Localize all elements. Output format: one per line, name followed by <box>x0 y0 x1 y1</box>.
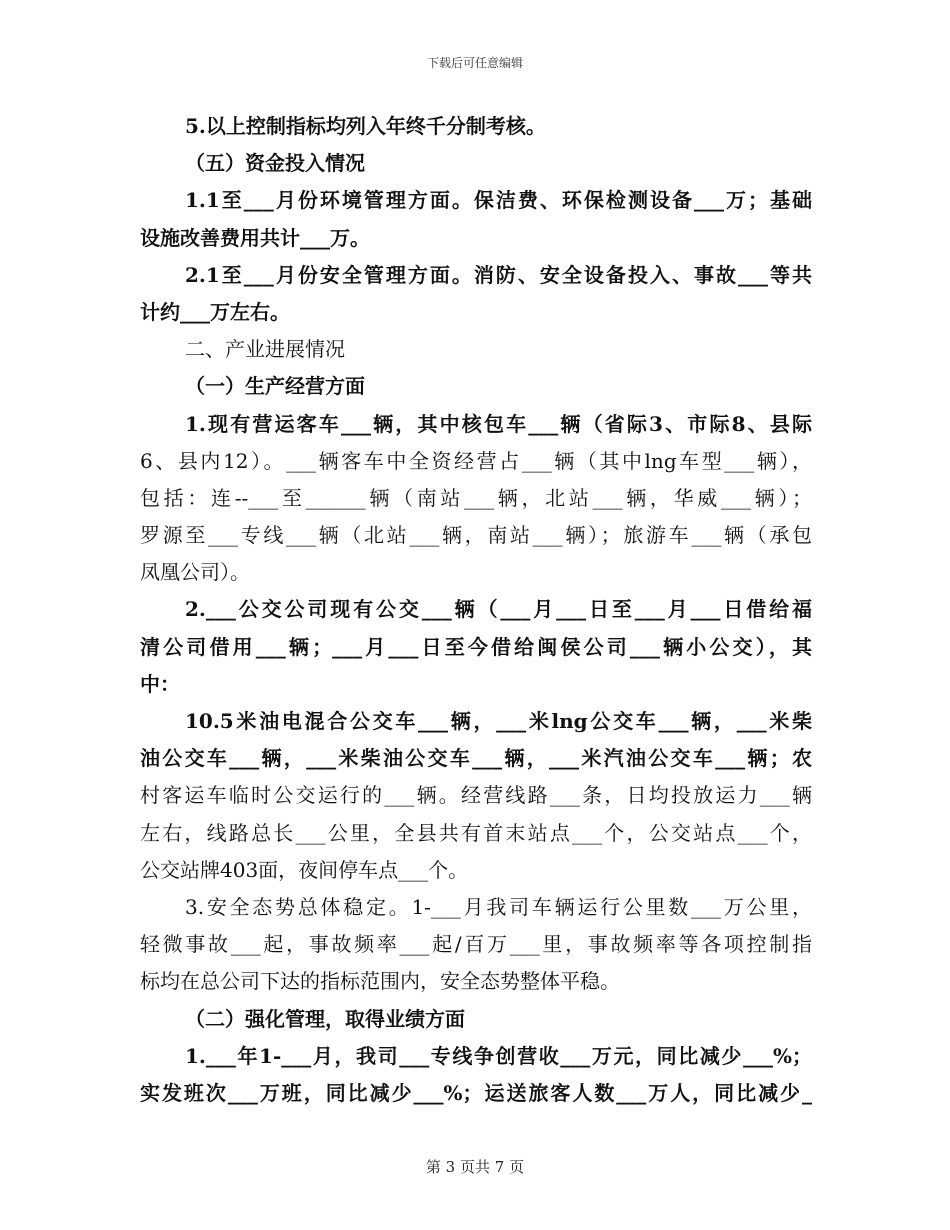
document-body <box>140 108 812 1112</box>
text-line: 包括：连--___至______辆（南站___辆，北站___辆，华威___辆）； <box>140 485 812 510</box>
text-line: 左右，线路总长___公里，全县共有首末站点___个，公交站点___个， <box>140 820 812 845</box>
page-number: 第 3 页共 7 页 <box>425 1158 525 1176</box>
text-line: 2.1至___月份安全管理方面。消防、安全设备投入、事故___等共 <box>185 262 812 287</box>
text-line: 二、产业进展情况 <box>185 337 345 362</box>
text-line: 清公司借用___辆；___月___日至今借给闽侯公司___辆小公交），其 <box>140 634 812 659</box>
text-line: 标均在总公司下达的指标范围内，安全态势整体平稳。 <box>140 969 620 994</box>
text-line: 1.现有营运客车___辆，其中核包车___辆（省际3、市际8、县际 <box>185 411 812 436</box>
text-line: 10.5米油电混合公交车___辆，___米lng公交车___辆，___米柴 <box>185 709 812 733</box>
text-line: 计约___万左右。 <box>140 299 290 324</box>
text-line: 2.___公交公司现有公交___辆（___月___日至___月___日借给福 <box>185 597 812 622</box>
text-line: 3.安全态势总体稳定。1-___月我司车辆运行公里数___万公里， <box>185 894 812 919</box>
text-line: 凤凰公司）。 <box>140 560 250 585</box>
text-line: 中： <box>140 671 180 696</box>
text-line: 油公交车___辆，___米柴油公交车___辆，___米汽油公交车___辆；农 <box>140 746 812 771</box>
text-line: （二）强化管理，取得业绩方面 <box>185 1006 465 1031</box>
text-line: 1.1至___月份环境管理方面。保洁费、环保检测设备___万；基础 <box>185 188 812 213</box>
text-line: 公交站牌403面，夜间停车点___个。 <box>140 857 469 882</box>
text-line: 5.以上控制指标均列入年终千分制考核。 <box>185 114 546 138</box>
header-note: 下载后可任意编辑 <box>426 56 523 70</box>
text-line: （五）资金投入情况 <box>185 151 365 176</box>
text-line: （一）生产经营方面 <box>185 374 365 399</box>
text-line: 1.___年1-___月，我司___专线争创营收___万元，同比减少___%； <box>185 1043 812 1068</box>
text-line: 轻微事故___起，事故频率___起/百万___里，事故频率等各项控制指 <box>140 932 812 957</box>
text-line: 6、县内12）。___辆客车中全资经营占___辆（其中lng车型___辆）， <box>140 448 812 473</box>
text-line: 罗源至___专线___辆（北站___辆，南站___辆）；旅游车___辆（承包 <box>140 523 812 548</box>
text-line: 实发班次___万班，同比减少___%；运送旅客人数___万人，同比减少_ <box>140 1080 812 1105</box>
text-line: 设施改善费用共计___万。 <box>140 225 370 250</box>
text-line: 村客运车临时公交运行的___辆。经营线路___条，日均投放运力___辆 <box>140 783 812 808</box>
